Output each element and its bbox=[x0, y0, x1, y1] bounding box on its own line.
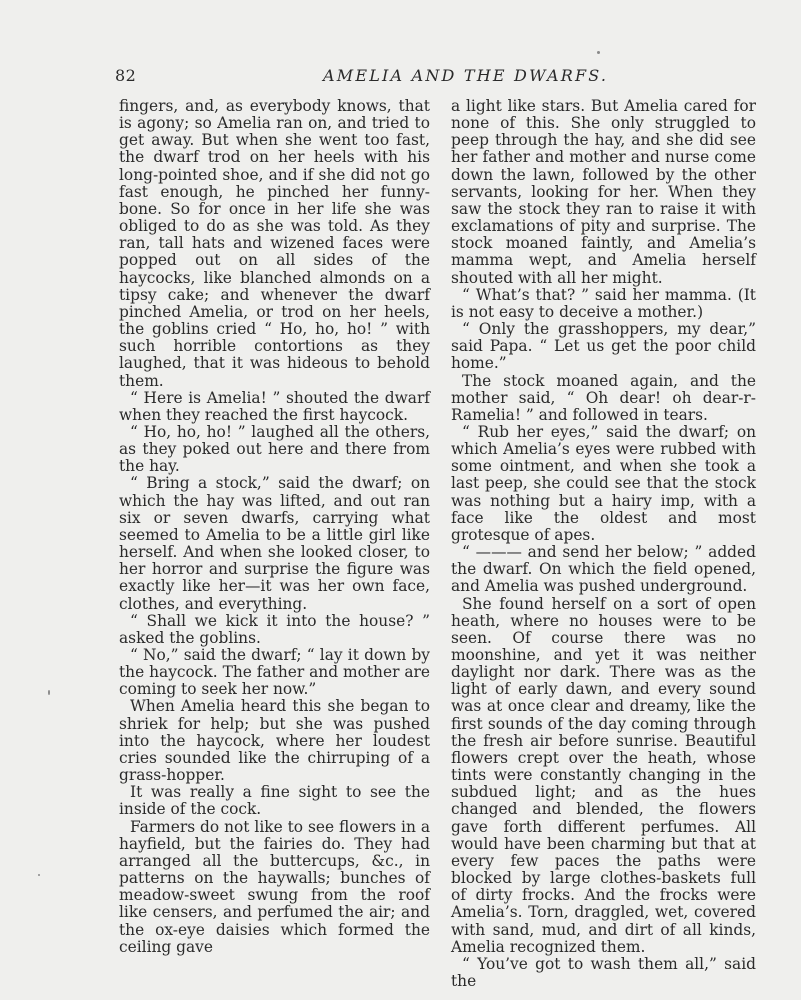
paper-speck bbox=[38, 874, 40, 876]
paragraph: It was really a fine sight to see the inside of the cock. bbox=[119, 783, 430, 819]
text-column-left bbox=[119, 98, 430, 956]
text-column-right bbox=[451, 98, 756, 990]
paragraph: “ ——— and send her below; ” added the dwarf. On which the field opened, and Amelia was pushed underground. bbox=[451, 543, 756, 596]
paragraph: “ Only the grasshoppers, my dear,” said Papa. “ Let us get the poor child home.” bbox=[451, 320, 756, 373]
paragraph: “ Rub her eyes,” said the dwarf; on which Amelia’s eyes were rubbed with some ointment, and when she took a last peep, she could see that the stock was nothing but a hairy imp, with a face like the oldest and most grotesque of apes. bbox=[451, 422, 756, 544]
running-title: AMELIA AND THE DWARFS. bbox=[323, 66, 609, 85]
paragraph: Farmers do not like to see flowers in a hayfield, but the fairies do. They had arranged all the buttercups, &c., in patterns on the haywalls; bunches of meadow-sweet swung from the roof like censers, and perfumed the air; and the ox-eye daisies which formed the ceiling gave bbox=[119, 817, 430, 956]
paragraph: “ You’ve got to wash them all,” said the bbox=[451, 954, 756, 990]
paragraph: “ Bring a stock,” said the dwarf; on which the hay was lifted, and out ran six or seven dwarfs, carrying what seemed to Amelia to be a little girl like herself. And when she looked closer, to her horror and surprise the figure was exactly like her—it was her own face, clothes, and everything. bbox=[119, 474, 430, 613]
paragraph: “ Ho, ho, ho! ” laughed all the others, as they poked out here and there from the hay. bbox=[119, 422, 430, 476]
paragraph: “ Here is Amelia! ” shouted the dwarf when they reached the first haycock. bbox=[119, 388, 430, 424]
paper-speck bbox=[48, 690, 50, 695]
paper-speck bbox=[597, 51, 600, 54]
paragraph: “ No,” said the dwarf; “ lay it down by the haycock. The father and mother are coming to seek her now.” bbox=[119, 646, 430, 699]
paragraph: She found herself on a sort of open heath, where no houses were to be seen. Of course there was no moonshine, and yet it was neither daylight nor dark. There was as the light of early dawn, and every sound was at once clear and dreamy, like the first sounds of the day coming through the fresh air before sunrise. Beautiful flowers crept over the heath, whose tints were constantly changing in the subdued light; and as the hues changed and blended, the flowers gave forth different perfumes. All would have been charming but that at every few paces the paths were blocked by large clothes-baskets full of dirty frocks. And the frocks were Amelia’s. Torn, draggled, wet, covered with sand, mud, and dirt of all kinds, Amelia recognized them. bbox=[451, 594, 756, 956]
paragraph: “ What’s that? ” said her mamma. (It is not easy to deceive a mother.) bbox=[451, 285, 756, 321]
paragraph: The stock moaned again, and the mother said, “ Oh dear! oh dear-r-Ramelia! ” and followed in tears. bbox=[451, 371, 756, 424]
paragraph: fingers, and, as everybody knows, that is agony; so Amelia ran on, and tried to get away. But when she went too fast, the dwarf trod on her heels with his long-pointed shoe, and if she did not go fast enough, he pinched her funny-bone. So for once in her life she was obliged to do as she was told. As they ran, tall hats and wizened faces were popped out on all sides of the haycocks, like blanched almonds on a tipsy cake; and whenever the dwarf pinched Amelia, or trod on her heels, the goblins cried “ Ho, ho, ho! ” with such horrible contortions as they laughed, that it was hideous to behold them. bbox=[119, 97, 430, 390]
page-number: 82 bbox=[115, 66, 137, 85]
paragraph: When Amelia heard this she began to shriek for help; but she was pushed into the haycock, where her loudest cries sounded like the chirruping of a grass-hopper. bbox=[119, 697, 430, 785]
page-header bbox=[113, 66, 758, 88]
paragraph: a light like stars. But Amelia cared for none of this. She only struggled to peep through the hay, and she did see her father and mother and nurse come down the lawn, followed by the other servants, looking for her. When they saw the stock they ran to raise it with exclamations of pity and surprise. The stock moaned faintly, and Amelia’s mamma wept, and Amelia herself shouted with all her might. bbox=[451, 97, 756, 287]
paragraph: “ Shall we kick it into the house? ” asked the goblins. bbox=[119, 611, 430, 647]
